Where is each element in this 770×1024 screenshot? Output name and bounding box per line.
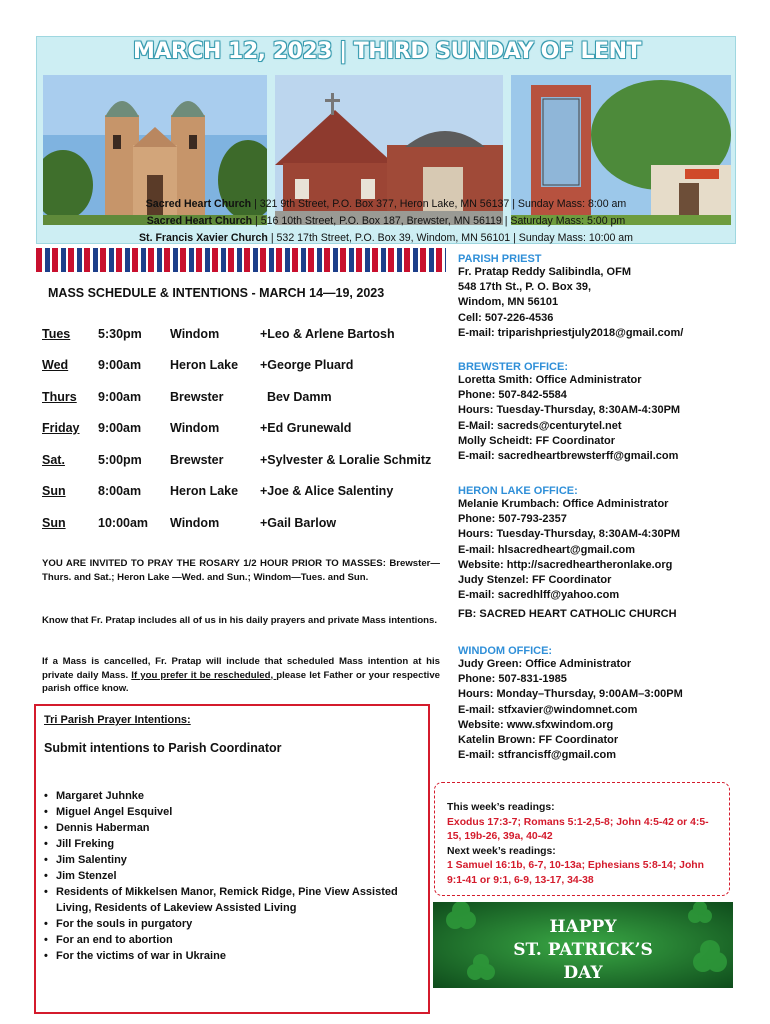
- table-row: Friday 9:00am Windom +Ed Grunewald: [42, 421, 352, 436]
- brewster-office-section: BREWSTER OFFICE: Loretta Smith: Office Administrator Phone: 507-842-5584 Hours: Tuesday-Thursday, 8:30AM-4:30PM E-Mail: sacreds@centurytel.net Molly Scheidt: FF Coordinator E-mail: sacredheartbrewsterff@gmail.com: [458, 361, 748, 464]
- table-row: Wed 9:00am Heron Lake +George Pluard: [42, 358, 354, 373]
- flag-stripe-decoration: [36, 248, 446, 272]
- next-week-readings-label: Next week’s readings:: [447, 845, 556, 857]
- list-item: • Residents of Mikkelsen Manor, Remick Ridge, Pine View Assisted Living, Residents of Lakeview Assisted Living: [44, 884, 424, 916]
- table-row: Thurs 9:00am Brewster Bev Damm: [42, 389, 332, 404]
- list-item: • Margaret Juhnke: [44, 788, 424, 804]
- list-item: • Jim Stenzel: [44, 868, 424, 884]
- page-title: MARCH 12, 2023 | THIRD SUNDAY OF LENT: [132, 39, 641, 64]
- list-item: • Dennis Haberman: [44, 820, 424, 836]
- church-address-line: St. Francis Xavier Church | 532 17th Street, P.O. Box 39, Windom, MN 56101 | Sunday Mass: 10:00 am: [138, 232, 634, 244]
- readings-box: [434, 782, 730, 896]
- intentions-subheading: Submit intentions to Parish Coordinator: [44, 741, 282, 755]
- table-row: Sun 10:00am Windom +Gail Barlow: [42, 515, 337, 530]
- this-week-readings-label: This week’s readings:: [447, 802, 555, 813]
- facebook-line: FB: SACRED HEART CATHOLIC CHURCH: [458, 608, 677, 621]
- rosary-invitation: YOU ARE INVITED TO PRAY THE ROSARY 1/2 HOUR PRIOR TO MASSES: Brewster— Thurs. and Sat.; Heron Lake —Wed. and Sun.; Windom—Tues. and Sun.: [42, 558, 440, 583]
- table-row: Tues 5:30pm Windom +Leo & Arlene Bartosh: [42, 326, 395, 341]
- prayer-note: Know that Fr. Pratap includes all of us in his daily prayers and private Mass intentions.: [42, 615, 438, 626]
- stpat-line-2: ST. PATRICK’S: [513, 940, 653, 960]
- intentions-heading: Tri Parish Prayer Intentions:: [44, 714, 191, 726]
- section-heading: HERON LAKE OFFICE:: [458, 485, 578, 497]
- mass-schedule-table: [42, 318, 442, 539]
- table-row: Sun 8:00am Heron Lake +Joe & Alice Salentiny: [42, 484, 394, 499]
- cancelled-mass-note: If a Mass is cancelled, Fr. Pratap will include that scheduled Mass intention at his private daily Mass. If you prefer it be rescheduled, please let Father or your respective parish office know.: [42, 656, 441, 694]
- stpat-line-1: HAPPY: [549, 917, 617, 937]
- heron-lake-office-section: HERON LAKE OFFICE: Melanie Krumbach: Office Administrator Phone: 507-793-2357 Hours: Tuesday-Thursday, 8:30AM-4:30PM E-mail: hlsacredheart@gmail.com Website: http://sacredheartheronlake.org Judy Stenzel: FF Coordinator E-mail: sacredhlff@yahoo.com FB: SACRED HEART CATHOLIC CHURCH: [458, 485, 748, 623]
- church-addresses: [36, 196, 736, 247]
- mass-schedule-title: MASS SCHEDULE & INTENTIONS - MARCH 14—19, 2023: [48, 286, 385, 300]
- parish-priest-section: PARISH PRIEST Fr. Pratap Reddy Salibindla, OFM 548 17th St., P. O. Box 39, Windom, MN 56101 Cell: 507-226-4536 E-mail: triparishpriestjuly2018@gmail.com/: [458, 253, 748, 341]
- table-row: Sat. 5:00pm Brewster +Sylvester & Loralie Schmitz: [42, 452, 432, 467]
- list-item: • Miguel Angel Esquivel: [44, 804, 424, 820]
- stpat-line-3: DAY: [563, 963, 603, 983]
- intentions-list: [44, 788, 424, 964]
- st-patricks-day-banner: [433, 902, 733, 988]
- section-heading: BREWSTER OFFICE:: [458, 361, 568, 373]
- list-item: • For an end to abortion: [44, 932, 424, 948]
- windom-office-section: WINDOM OFFICE: Judy Green: Office Administrator Phone: 507-831-1985 Hours: Monday–Thursday, 9:00AM–3:00PM E-mail: stfxavier@windomnet.com Website: www.sfxwindom.org Katelin Brown: FF Coordinator E-mail: stfrancisff@gmail.com: [458, 645, 748, 763]
- list-item: • For the victims of war in Ukraine: [44, 948, 424, 964]
- next-week-readings: 1 Samuel 16:1b, 6-7, 10-13a; Ephesians 5:8-14; John 9:1-41 or 9:1, 6-9, 13-17, 34-38: [447, 860, 704, 886]
- church-address-line: Sacred Heart Church | 516 10th Street, P.O. Box 187, Brewster, MN 56119 | Saturday Mass: 5:00 pm: [146, 215, 626, 227]
- list-item: • For the souls in purgatory: [44, 916, 424, 932]
- list-item: • Jim Salentiny: [44, 852, 424, 868]
- this-week-readings: Exodus 17:3-7; Romans 5:1-2,5-8; John 4:5-42 or 4:5-15, 19b-26, 39a, 40-42: [447, 816, 709, 842]
- section-heading: PARISH PRIEST: [458, 253, 542, 265]
- list-item: • Jill Freking: [44, 836, 424, 852]
- section-heading: WINDOM OFFICE:: [458, 645, 553, 657]
- prayer-intentions-box: [34, 704, 430, 1014]
- church-address-line: Sacred Heart Church | 321 9th Street, P.O. Box 377, Heron Lake, MN 56137 | Sunday Mass: 8:00 am: [145, 198, 627, 210]
